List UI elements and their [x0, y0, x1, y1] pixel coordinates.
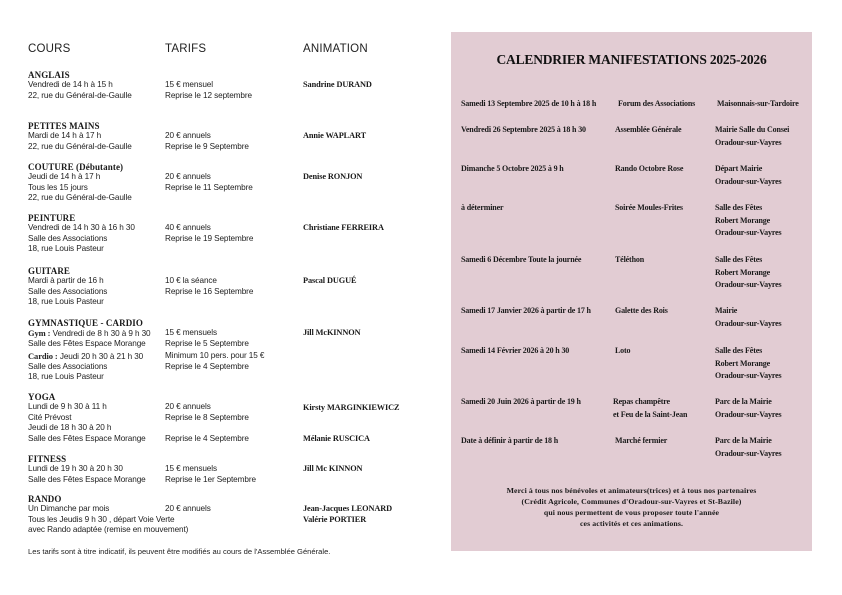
event-name: Téléthon	[615, 255, 645, 264]
course-line: 18, rue Louis Pasteur	[28, 297, 104, 306]
course-line: Tous les 15 jours	[28, 182, 88, 192]
course-tarif: 20 € annuels	[165, 504, 211, 513]
course-line: Lundi de 19 h 30 à 20 h 30	[28, 464, 123, 473]
event-place: Parc de la Mairie Oradour-sur-Vayres	[715, 397, 782, 419]
course-line: Salle des Associations	[28, 361, 108, 371]
course-tarif: Reprise le 1er Septembre	[165, 474, 256, 484]
event-place: Salle des Fêtes Robert Morange Oradour-sur-Vayres	[715, 203, 782, 237]
course-line: avec Rando adaptée (remise en mouvement)	[28, 525, 189, 534]
event-date: Samedi 17 Janvier 2026 à partir de 17 h	[461, 306, 591, 315]
course-tarif: Reprise le 19 Septembre	[165, 233, 254, 243]
event-name: Forum des Associations	[618, 99, 696, 108]
course-tarif: 15 € mensuels	[165, 464, 217, 473]
course-tarif: 20 € annuels	[165, 131, 211, 140]
event-name: Repas champêtre et Feu de la Saint-Jean	[613, 397, 688, 419]
thanks-message: Merci à tous nos bénévoles et animateurs(trices) et à tous nos partenaires (Crédit Agricole, Communes d'Oradour-sur-Vayres et St-Bazile) qui nous permettent de vous proposer toute l'année ces activités et ces animations.	[506, 486, 757, 528]
course-line: Salle des Fêtes Espace Morange	[28, 433, 146, 443]
course-name: RANDO	[28, 494, 62, 504]
course-name: FITNESS	[28, 454, 67, 464]
course-line: Jeudi de 18 h 30 à 20 h	[28, 423, 112, 432]
gym-schedule: Vendredi de 8 h 30 à 9 h 30	[50, 329, 151, 338]
event-date: Samedi 13 Septembre 2025 de 10 h à 18 h	[461, 99, 597, 108]
course-name: YOGA	[28, 392, 56, 402]
course-tarif: Minimum 10 pers. pour 15 €	[165, 351, 265, 360]
gym-label: Gym :	[28, 328, 51, 338]
course-animator: Annie WAPLART	[303, 131, 367, 140]
cardio-schedule: Jeudi 20 h 30 à 21 h 30	[57, 352, 144, 361]
course-animator: Denise RONJON	[303, 172, 363, 181]
course-tarif: 15 € mensuel	[165, 80, 213, 89]
course-animator-2: Mélanie RUSCICA	[303, 433, 370, 443]
event-name: Assemblée Générale	[615, 125, 682, 134]
course-line: Cité Prévost	[28, 412, 72, 422]
course-name: GUITARE	[28, 266, 71, 276]
course-tarif: Reprise le 8 Septembre	[165, 412, 249, 422]
course-animator: Jean-Jacques LEONARD	[303, 504, 393, 513]
course-animator: Jill Mc KINNON	[303, 464, 363, 473]
header-tarifs: TARIFS	[165, 43, 207, 55]
course-tarif: Reprise le 12 septembre	[165, 90, 252, 100]
event-place: Maisonnais-sur-Tardoire	[717, 99, 799, 108]
course-tarif: 15 € mensuels	[165, 328, 217, 337]
course-name: PETITES MAINS	[28, 121, 100, 131]
event-place: Parc de la Mairie Oradour-sur-Vayres	[715, 436, 782, 458]
event-place: Salle des Fêtes Robert Morange Oradour-sur-Vayres	[715, 346, 782, 380]
course-line: Tous les Jeudis 9 h 30 , départ Voie Verte	[28, 514, 175, 524]
calendar-panel	[451, 32, 812, 551]
course-tarif: Reprise le 4 Septembre	[165, 361, 249, 371]
course-line: Salle des Associations	[28, 286, 108, 296]
course-line: Vendredi de 14 h 30 à 16 h 30	[28, 223, 135, 232]
course-line: Lundi de 9 h 30 à 11 h	[28, 402, 107, 411]
header-animation: ANIMATION	[303, 43, 368, 55]
course-name: COUTURE (Débutante)	[28, 162, 124, 172]
course-name: GYMNASTIQUE - CARDIO	[28, 318, 144, 328]
tarifs-footnote: Les tarifs sont à titre indicatif, ils peuvent être modifiés au cours de l'Assemblée Générale.	[28, 547, 331, 556]
course-tarif: Reprise le 5 Septembre	[165, 338, 249, 348]
event-name: Rando Octobre Rose	[615, 164, 684, 173]
course-name: PEINTURE	[28, 213, 76, 223]
calendar-title: CALENDRIER MANIFESTATIONS 2025-2026	[496, 52, 767, 67]
course-line: Un Dimanche par mois	[28, 504, 110, 513]
course-line: Jeudi de 14 h à 17 h	[28, 172, 101, 181]
course-animator: Kirsty MARGINKIEWICZ	[303, 403, 400, 412]
cardio-label: Cardio :	[28, 351, 58, 361]
event-date: Date à définir à partir de 18 h	[461, 436, 559, 445]
course-line: Salle des Fêtes Espace Morange	[28, 338, 146, 348]
event-place: Mairie Oradour-sur-Vayres	[715, 306, 782, 328]
course-tarif: 20 € annuels	[165, 402, 211, 411]
event-date: Vendredi 26 Septembre 2025 à 18 h 30	[461, 125, 586, 134]
header-cours: COURS	[28, 43, 71, 55]
course-line: 18, rue Louis Pasteur	[28, 244, 104, 253]
course-animator-2: Valérie PORTIER	[303, 514, 367, 524]
course-line: 22, rue du Général-de-Gaulle	[28, 193, 132, 202]
course-tarif: 10 € la séance	[165, 276, 217, 285]
course-line: 22, rue du Général-de-Gaulle	[28, 141, 132, 151]
event-date: à déterminer	[461, 203, 504, 212]
course-tarif: Reprise le 16 Septembre	[165, 286, 254, 296]
event-place: Mairie Salle du Consei Oradour-sur-Vayres	[715, 125, 790, 147]
event-name: Loto	[615, 346, 631, 355]
event-place: Salle des Fêtes Robert Morange Oradour-sur-Vayres	[715, 255, 782, 289]
course-tarif: 20 € annuels	[165, 172, 211, 181]
course-line: Salle des Associations	[28, 233, 108, 243]
course-line: 18, rue Louis Pasteur	[28, 372, 104, 381]
course-tarif: Reprise le 4 Septembre	[165, 433, 249, 443]
course-line: Mardi de 14 h à 17 h	[28, 131, 102, 140]
course-name: ANGLAIS	[28, 70, 70, 80]
event-date: Samedi 20 Juin 2026 à partir de 19 h	[461, 397, 581, 406]
event-date: Samedi 6 Décembre Toute la journée	[461, 255, 582, 264]
event-name: Marché fermier	[615, 436, 668, 445]
course-tarif: 40 € annuels	[165, 223, 211, 232]
course-line: 22, rue du Général-de-Gaulle	[28, 90, 132, 100]
course-tarif: Reprise le 9 Septembre	[165, 141, 249, 151]
event-date: Dimanche 5 Octobre 2025 à 9 h	[461, 164, 564, 173]
course-tarif: Reprise le 11 Septembre	[165, 182, 253, 192]
event-name: Soirée Moules-Frites	[615, 203, 683, 212]
course-animator: Christiane FERREIRA	[303, 223, 384, 232]
course-line: Vendredi de 14 h à 15 h	[28, 80, 113, 89]
course-animator: Pascal DUGUÉ	[303, 276, 357, 285]
course-line: Mardi à partir de 16 h	[28, 276, 104, 285]
event-place: Départ Mairie Oradour-sur-Vayres	[715, 164, 782, 186]
course-animator: Sandrine DURAND	[303, 80, 372, 89]
event-date: Samedi 14 Février 2026 à 20 h 30	[461, 346, 570, 355]
event-name: Galette des Rois	[615, 306, 668, 315]
course-line: Salle des Fêtes Espace Morange	[28, 474, 146, 484]
course-animator: Jill McKINNON	[303, 328, 361, 337]
